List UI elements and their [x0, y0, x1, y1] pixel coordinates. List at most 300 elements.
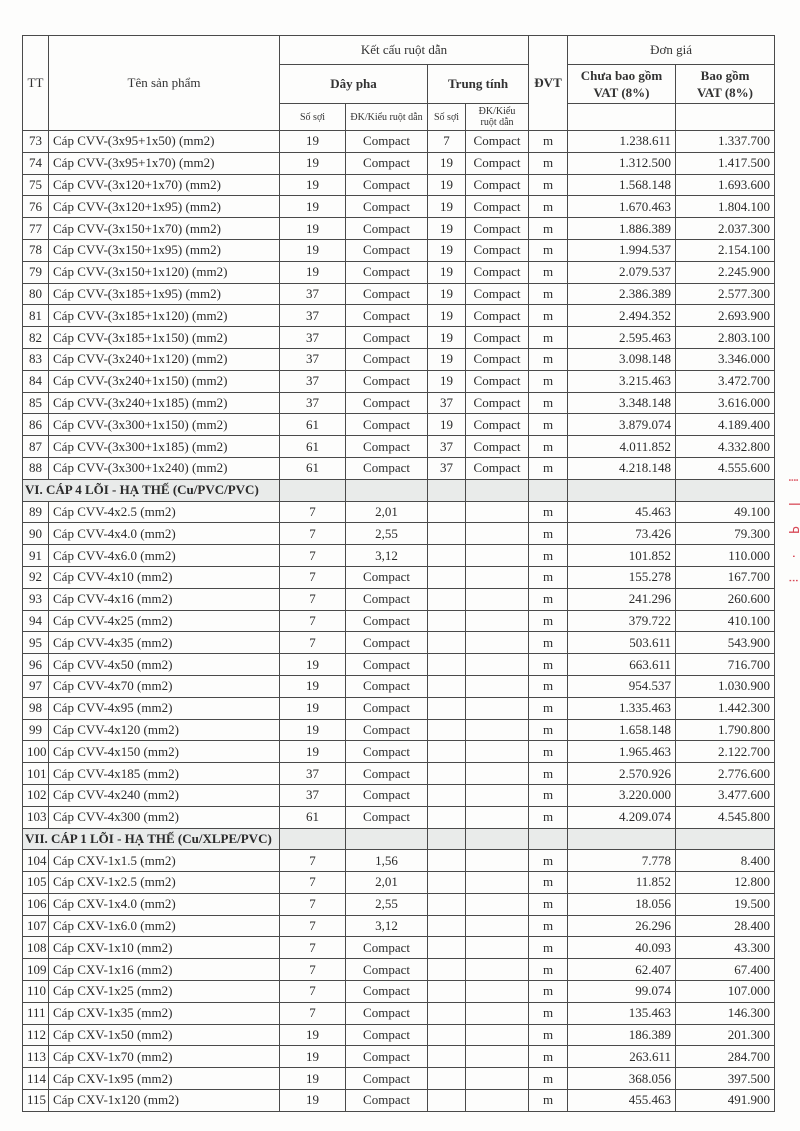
- section-cell: [428, 828, 466, 850]
- neutral-strands: [428, 741, 466, 763]
- table-row: [23, 566, 775, 588]
- section-cell: [676, 479, 775, 501]
- header-empty-excl: [568, 104, 676, 131]
- price-excl-vat: 73.426: [568, 523, 676, 545]
- price-incl-vat: 397.500: [676, 1068, 775, 1090]
- row-number: 87: [23, 436, 49, 458]
- price-incl-vat: 2.693.900: [676, 305, 775, 327]
- phase-diameter-type: Compact: [346, 261, 428, 283]
- price-excl-vat: 2.570.926: [568, 763, 676, 785]
- phase-diameter-type: 3,12: [346, 545, 428, 567]
- neutral-strands: [428, 1024, 466, 1046]
- neutral-diameter-type: Compact: [466, 414, 529, 436]
- row-number: 102: [23, 784, 49, 806]
- table-body: [23, 131, 775, 1112]
- price-incl-vat: 79.300: [676, 523, 775, 545]
- price-excl-vat: 2.595.463: [568, 327, 676, 349]
- product-name: Cáp CXV-1x1.5 (mm2): [49, 850, 280, 872]
- price-incl-vat: 2.577.300: [676, 283, 775, 305]
- price-incl-vat: 1.804.100: [676, 196, 775, 218]
- section-cell: [466, 828, 529, 850]
- price-excl-vat: 18.056: [568, 893, 676, 915]
- price-excl-vat: 155.278: [568, 566, 676, 588]
- price-incl-vat: 410.100: [676, 610, 775, 632]
- price-incl-vat: 2.122.700: [676, 741, 775, 763]
- phase-strands: 7: [280, 850, 346, 872]
- row-number: 115: [23, 1090, 49, 1112]
- neutral-diameter-type: [466, 523, 529, 545]
- phase-strands: 61: [280, 414, 346, 436]
- neutral-diameter-type: [466, 959, 529, 981]
- neutral-diameter-type: [466, 545, 529, 567]
- price-incl-vat: 12.800: [676, 872, 775, 894]
- neutral-strands: [428, 959, 466, 981]
- phase-diameter-type: Compact: [346, 1046, 428, 1068]
- table-row: [23, 174, 775, 196]
- unit: m: [529, 545, 568, 567]
- phase-diameter-type: Compact: [346, 588, 428, 610]
- neutral-diameter-type: [466, 981, 529, 1003]
- phase-strands: 19: [280, 741, 346, 763]
- price-table: [22, 35, 775, 1112]
- phase-strands: 37: [280, 327, 346, 349]
- row-number: 77: [23, 218, 49, 240]
- unit: m: [529, 348, 568, 370]
- price-excl-vat: 7.778: [568, 850, 676, 872]
- price-incl-vat: 1.417.500: [676, 152, 775, 174]
- table-row: [23, 872, 775, 894]
- phase-diameter-type: Compact: [346, 370, 428, 392]
- table-row: [23, 457, 775, 479]
- phase-strands: 19: [280, 697, 346, 719]
- phase-strands: 19: [280, 654, 346, 676]
- product-name: Cáp CXV-1x35 (mm2): [49, 1002, 280, 1024]
- price-excl-vat: 4.011.852: [568, 436, 676, 458]
- neutral-strands: [428, 893, 466, 915]
- phase-diameter-type: 3,12: [346, 915, 428, 937]
- row-number: 107: [23, 915, 49, 937]
- header-neutral-diameter: ĐK/Kiểu ruột dẫn: [466, 104, 529, 131]
- phase-diameter-type: Compact: [346, 697, 428, 719]
- price-incl-vat: 110.000: [676, 545, 775, 567]
- price-excl-vat: 368.056: [568, 1068, 676, 1090]
- product-name: Cáp CVV-(3x240+1x185) (mm2): [49, 392, 280, 414]
- neutral-strands: 19: [428, 196, 466, 218]
- neutral-diameter-type: Compact: [466, 152, 529, 174]
- phase-diameter-type: Compact: [346, 414, 428, 436]
- neutral-diameter-type: [466, 566, 529, 588]
- table-row: [23, 348, 775, 370]
- section-cell: [280, 828, 346, 850]
- phase-strands: 19: [280, 1090, 346, 1112]
- phase-diameter-type: Compact: [346, 959, 428, 981]
- phase-strands: 7: [280, 566, 346, 588]
- phase-strands: 37: [280, 348, 346, 370]
- phase-diameter-type: Compact: [346, 152, 428, 174]
- row-number: 89: [23, 501, 49, 523]
- neutral-strands: [428, 697, 466, 719]
- phase-diameter-type: Compact: [346, 763, 428, 785]
- unit: m: [529, 1046, 568, 1068]
- unit: m: [529, 196, 568, 218]
- product-name: Cáp CXV-1x4.0 (mm2): [49, 893, 280, 915]
- neutral-strands: 19: [428, 239, 466, 261]
- product-name: Cáp CVV-4x6.0 (mm2): [49, 545, 280, 567]
- price-excl-vat: 26.296: [568, 915, 676, 937]
- price-incl-vat: 2.154.100: [676, 239, 775, 261]
- phase-diameter-type: Compact: [346, 719, 428, 741]
- section-cell: [346, 479, 428, 501]
- price-excl-vat: 62.407: [568, 959, 676, 981]
- header-neutral-strands: Số sợi: [428, 104, 466, 131]
- price-incl-vat: 4.555.600: [676, 457, 775, 479]
- price-incl-vat: 1.693.600: [676, 174, 775, 196]
- phase-strands: 19: [280, 675, 346, 697]
- product-name: Cáp CXV-1x70 (mm2): [49, 1046, 280, 1068]
- row-number: 114: [23, 1068, 49, 1090]
- price-incl-vat: 146.300: [676, 1002, 775, 1024]
- unit: m: [529, 763, 568, 785]
- phase-diameter-type: Compact: [346, 174, 428, 196]
- phase-diameter-type: Compact: [346, 131, 428, 153]
- unit: m: [529, 1090, 568, 1112]
- phase-diameter-type: Compact: [346, 937, 428, 959]
- neutral-strands: [428, 654, 466, 676]
- phase-strands: 7: [280, 872, 346, 894]
- phase-strands: 7: [280, 1002, 346, 1024]
- table-row: [23, 610, 775, 632]
- neutral-strands: [428, 566, 466, 588]
- header-price: Đơn giá: [568, 36, 775, 65]
- phase-diameter-type: Compact: [346, 1068, 428, 1090]
- unit: m: [529, 632, 568, 654]
- row-number: 78: [23, 239, 49, 261]
- product-name: Cáp CVV-(3x150+1x95) (mm2): [49, 239, 280, 261]
- price-incl-vat: 67.400: [676, 959, 775, 981]
- product-name: Cáp CXV-1x2.5 (mm2): [49, 872, 280, 894]
- phase-strands: 7: [280, 545, 346, 567]
- phase-diameter-type: Compact: [346, 806, 428, 828]
- neutral-diameter-type: [466, 937, 529, 959]
- row-number: 81: [23, 305, 49, 327]
- price-excl-vat: 1.965.463: [568, 741, 676, 763]
- table-row: [23, 915, 775, 937]
- phase-strands: 19: [280, 719, 346, 741]
- price-incl-vat: 1.030.900: [676, 675, 775, 697]
- product-name: Cáp CVV-(3x185+1x150) (mm2): [49, 327, 280, 349]
- neutral-strands: [428, 763, 466, 785]
- neutral-strands: [428, 588, 466, 610]
- table-row: [23, 131, 775, 153]
- product-name: Cáp CXV-1x50 (mm2): [49, 1024, 280, 1046]
- price-incl-vat: 4.545.800: [676, 806, 775, 828]
- product-name: Cáp CVV-4x50 (mm2): [49, 654, 280, 676]
- phase-strands: 19: [280, 1024, 346, 1046]
- phase-diameter-type: Compact: [346, 283, 428, 305]
- neutral-strands: 37: [428, 457, 466, 479]
- unit: m: [529, 436, 568, 458]
- product-name: Cáp CVV-(3x150+1x70) (mm2): [49, 218, 280, 240]
- row-number: 76: [23, 196, 49, 218]
- row-number: 109: [23, 959, 49, 981]
- unit: m: [529, 152, 568, 174]
- product-name: Cáp CXV-1x120 (mm2): [49, 1090, 280, 1112]
- phase-strands: 19: [280, 239, 346, 261]
- price-excl-vat: 1.994.537: [568, 239, 676, 261]
- price-incl-vat: 201.300: [676, 1024, 775, 1046]
- header-phase-strands: Số sợi: [280, 104, 346, 131]
- price-incl-vat: 49.100: [676, 501, 775, 523]
- price-excl-vat: 4.209.074: [568, 806, 676, 828]
- unit: m: [529, 566, 568, 588]
- product-name: Cáp CVV-4x185 (mm2): [49, 763, 280, 785]
- section-cell: [529, 479, 568, 501]
- phase-diameter-type: Compact: [346, 610, 428, 632]
- product-name: Cáp CXV-1x25 (mm2): [49, 981, 280, 1003]
- price-incl-vat: 4.332.800: [676, 436, 775, 458]
- neutral-strands: 19: [428, 218, 466, 240]
- table-row: [23, 850, 775, 872]
- neutral-strands: [428, 501, 466, 523]
- price-incl-vat: 2.037.300: [676, 218, 775, 240]
- price-incl-vat: 1.337.700: [676, 131, 775, 153]
- neutral-strands: 19: [428, 152, 466, 174]
- table-row: [23, 719, 775, 741]
- table-row: [23, 196, 775, 218]
- price-excl-vat: 1.658.148: [568, 719, 676, 741]
- table-row: [23, 588, 775, 610]
- neutral-strands: [428, 937, 466, 959]
- product-name: Cáp CVV-4x35 (mm2): [49, 632, 280, 654]
- neutral-strands: [428, 850, 466, 872]
- unit: m: [529, 719, 568, 741]
- row-number: 105: [23, 872, 49, 894]
- neutral-diameter-type: Compact: [466, 392, 529, 414]
- neutral-diameter-type: [466, 1068, 529, 1090]
- neutral-diameter-type: Compact: [466, 348, 529, 370]
- phase-strands: 19: [280, 1068, 346, 1090]
- phase-strands: 19: [280, 174, 346, 196]
- unit: m: [529, 806, 568, 828]
- phase-strands: 61: [280, 806, 346, 828]
- unit: m: [529, 872, 568, 894]
- price-incl-vat: 19.500: [676, 893, 775, 915]
- table-row: [23, 1090, 775, 1112]
- table-row: [23, 1068, 775, 1090]
- neutral-diameter-type: [466, 719, 529, 741]
- unit: m: [529, 741, 568, 763]
- price-incl-vat: 2.803.100: [676, 327, 775, 349]
- header-product: Tên sản phẩm: [49, 36, 280, 131]
- price-incl-vat: 284.700: [676, 1046, 775, 1068]
- product-name: Cáp CVV-4x70 (mm2): [49, 675, 280, 697]
- phase-diameter-type: Compact: [346, 1024, 428, 1046]
- phase-strands: 37: [280, 370, 346, 392]
- price-excl-vat: 503.611: [568, 632, 676, 654]
- neutral-strands: [428, 981, 466, 1003]
- price-excl-vat: 954.537: [568, 675, 676, 697]
- row-number: 111: [23, 1002, 49, 1024]
- price-excl-vat: 1.335.463: [568, 697, 676, 719]
- table-row: [23, 741, 775, 763]
- price-incl-vat: 107.000: [676, 981, 775, 1003]
- price-excl-vat: 2.494.352: [568, 305, 676, 327]
- unit: m: [529, 937, 568, 959]
- unit: m: [529, 457, 568, 479]
- table-row: [23, 501, 775, 523]
- phase-strands: 19: [280, 218, 346, 240]
- row-number: 94: [23, 610, 49, 632]
- neutral-diameter-type: [466, 632, 529, 654]
- price-incl-vat: 543.900: [676, 632, 775, 654]
- product-name: Cáp CVV-(3x185+1x120) (mm2): [49, 305, 280, 327]
- section-cell: [676, 828, 775, 850]
- section-cell: [568, 479, 676, 501]
- price-incl-vat: 2.245.900: [676, 261, 775, 283]
- phase-strands: 7: [280, 915, 346, 937]
- unit: m: [529, 981, 568, 1003]
- price-excl-vat: 2.386.389: [568, 283, 676, 305]
- header-neutral: Trung tính: [428, 65, 529, 104]
- unit: m: [529, 261, 568, 283]
- unit: m: [529, 588, 568, 610]
- phase-diameter-type: Compact: [346, 327, 428, 349]
- phase-strands: 37: [280, 784, 346, 806]
- neutral-strands: 19: [428, 414, 466, 436]
- phase-diameter-type: Compact: [346, 239, 428, 261]
- product-name: Cáp CVV-4x120 (mm2): [49, 719, 280, 741]
- phase-diameter-type: Compact: [346, 392, 428, 414]
- neutral-strands: [428, 872, 466, 894]
- product-name: Cáp CVV-4x150 (mm2): [49, 741, 280, 763]
- table-row: [23, 436, 775, 458]
- row-number: 98: [23, 697, 49, 719]
- phase-diameter-type: 2,55: [346, 893, 428, 915]
- neutral-strands: [428, 523, 466, 545]
- price-excl-vat: 45.463: [568, 501, 676, 523]
- product-name: Cáp CVV-(3x300+1x240) (mm2): [49, 457, 280, 479]
- unit: m: [529, 131, 568, 153]
- unit: m: [529, 697, 568, 719]
- product-name: Cáp CVV-4x10 (mm2): [49, 566, 280, 588]
- row-number: 83: [23, 348, 49, 370]
- unit: m: [529, 283, 568, 305]
- table-row: [23, 261, 775, 283]
- product-name: Cáp CVV-(3x120+1x95) (mm2): [49, 196, 280, 218]
- phase-strands: 7: [280, 937, 346, 959]
- table-row: [23, 327, 775, 349]
- table-row: [23, 1002, 775, 1024]
- product-name: Cáp CVV-4x240 (mm2): [49, 784, 280, 806]
- neutral-diameter-type: Compact: [466, 174, 529, 196]
- unit: m: [529, 675, 568, 697]
- neutral-diameter-type: [466, 697, 529, 719]
- row-number: 82: [23, 327, 49, 349]
- row-number: 91: [23, 545, 49, 567]
- neutral-diameter-type: [466, 675, 529, 697]
- price-incl-vat: 3.346.000: [676, 348, 775, 370]
- row-number: 88: [23, 457, 49, 479]
- product-name: Cáp CXV-1x10 (mm2): [49, 937, 280, 959]
- section-cell: [428, 479, 466, 501]
- table-row: [23, 545, 775, 567]
- neutral-diameter-type: Compact: [466, 370, 529, 392]
- table-row: [23, 370, 775, 392]
- neutral-diameter-type: [466, 654, 529, 676]
- phase-diameter-type: Compact: [346, 348, 428, 370]
- neutral-diameter-type: [466, 806, 529, 828]
- neutral-strands: 19: [428, 174, 466, 196]
- row-number: 93: [23, 588, 49, 610]
- neutral-diameter-type: Compact: [466, 327, 529, 349]
- product-name: Cáp CVV-4x95 (mm2): [49, 697, 280, 719]
- neutral-diameter-type: Compact: [466, 196, 529, 218]
- phase-diameter-type: 2,55: [346, 523, 428, 545]
- phase-diameter-type: Compact: [346, 436, 428, 458]
- row-number: 113: [23, 1046, 49, 1068]
- table-header: [23, 36, 775, 131]
- unit: m: [529, 610, 568, 632]
- row-number: 75: [23, 174, 49, 196]
- price-incl-vat: 260.600: [676, 588, 775, 610]
- section-cell: [529, 828, 568, 850]
- phase-strands: 7: [280, 959, 346, 981]
- row-number: 104: [23, 850, 49, 872]
- neutral-strands: 19: [428, 370, 466, 392]
- neutral-strands: [428, 1002, 466, 1024]
- phase-diameter-type: 2,01: [346, 872, 428, 894]
- unit: m: [529, 370, 568, 392]
- section-row: [23, 828, 775, 850]
- row-number: 80: [23, 283, 49, 305]
- phase-strands: 37: [280, 283, 346, 305]
- neutral-strands: 19: [428, 283, 466, 305]
- price-excl-vat: 11.852: [568, 872, 676, 894]
- product-name: Cáp CXV-1x16 (mm2): [49, 959, 280, 981]
- phase-strands: 37: [280, 392, 346, 414]
- table-row: [23, 152, 775, 174]
- phase-strands: 61: [280, 436, 346, 458]
- product-name: Cáp CVV-(3x300+1x185) (mm2): [49, 436, 280, 458]
- unit: m: [529, 1024, 568, 1046]
- phase-strands: 19: [280, 261, 346, 283]
- table-row: [23, 654, 775, 676]
- price-excl-vat: 4.218.148: [568, 457, 676, 479]
- row-number: 85: [23, 392, 49, 414]
- phase-strands: 19: [280, 1046, 346, 1068]
- product-name: Cáp CVV-(3x120+1x70) (mm2): [49, 174, 280, 196]
- phase-diameter-type: Compact: [346, 784, 428, 806]
- unit: m: [529, 654, 568, 676]
- section-cell: [466, 479, 529, 501]
- unit: m: [529, 893, 568, 915]
- price-excl-vat: 241.296: [568, 588, 676, 610]
- neutral-strands: [428, 806, 466, 828]
- neutral-diameter-type: [466, 501, 529, 523]
- neutral-strands: 19: [428, 305, 466, 327]
- row-number: 92: [23, 566, 49, 588]
- neutral-diameter-type: Compact: [466, 457, 529, 479]
- price-excl-vat: 263.611: [568, 1046, 676, 1068]
- section-row: [23, 479, 775, 501]
- table-row: [23, 632, 775, 654]
- product-name: Cáp CVV-4x16 (mm2): [49, 588, 280, 610]
- unit: m: [529, 218, 568, 240]
- phase-diameter-type: Compact: [346, 196, 428, 218]
- price-excl-vat: 1.568.148: [568, 174, 676, 196]
- price-incl-vat: 3.616.000: [676, 392, 775, 414]
- unit: m: [529, 1002, 568, 1024]
